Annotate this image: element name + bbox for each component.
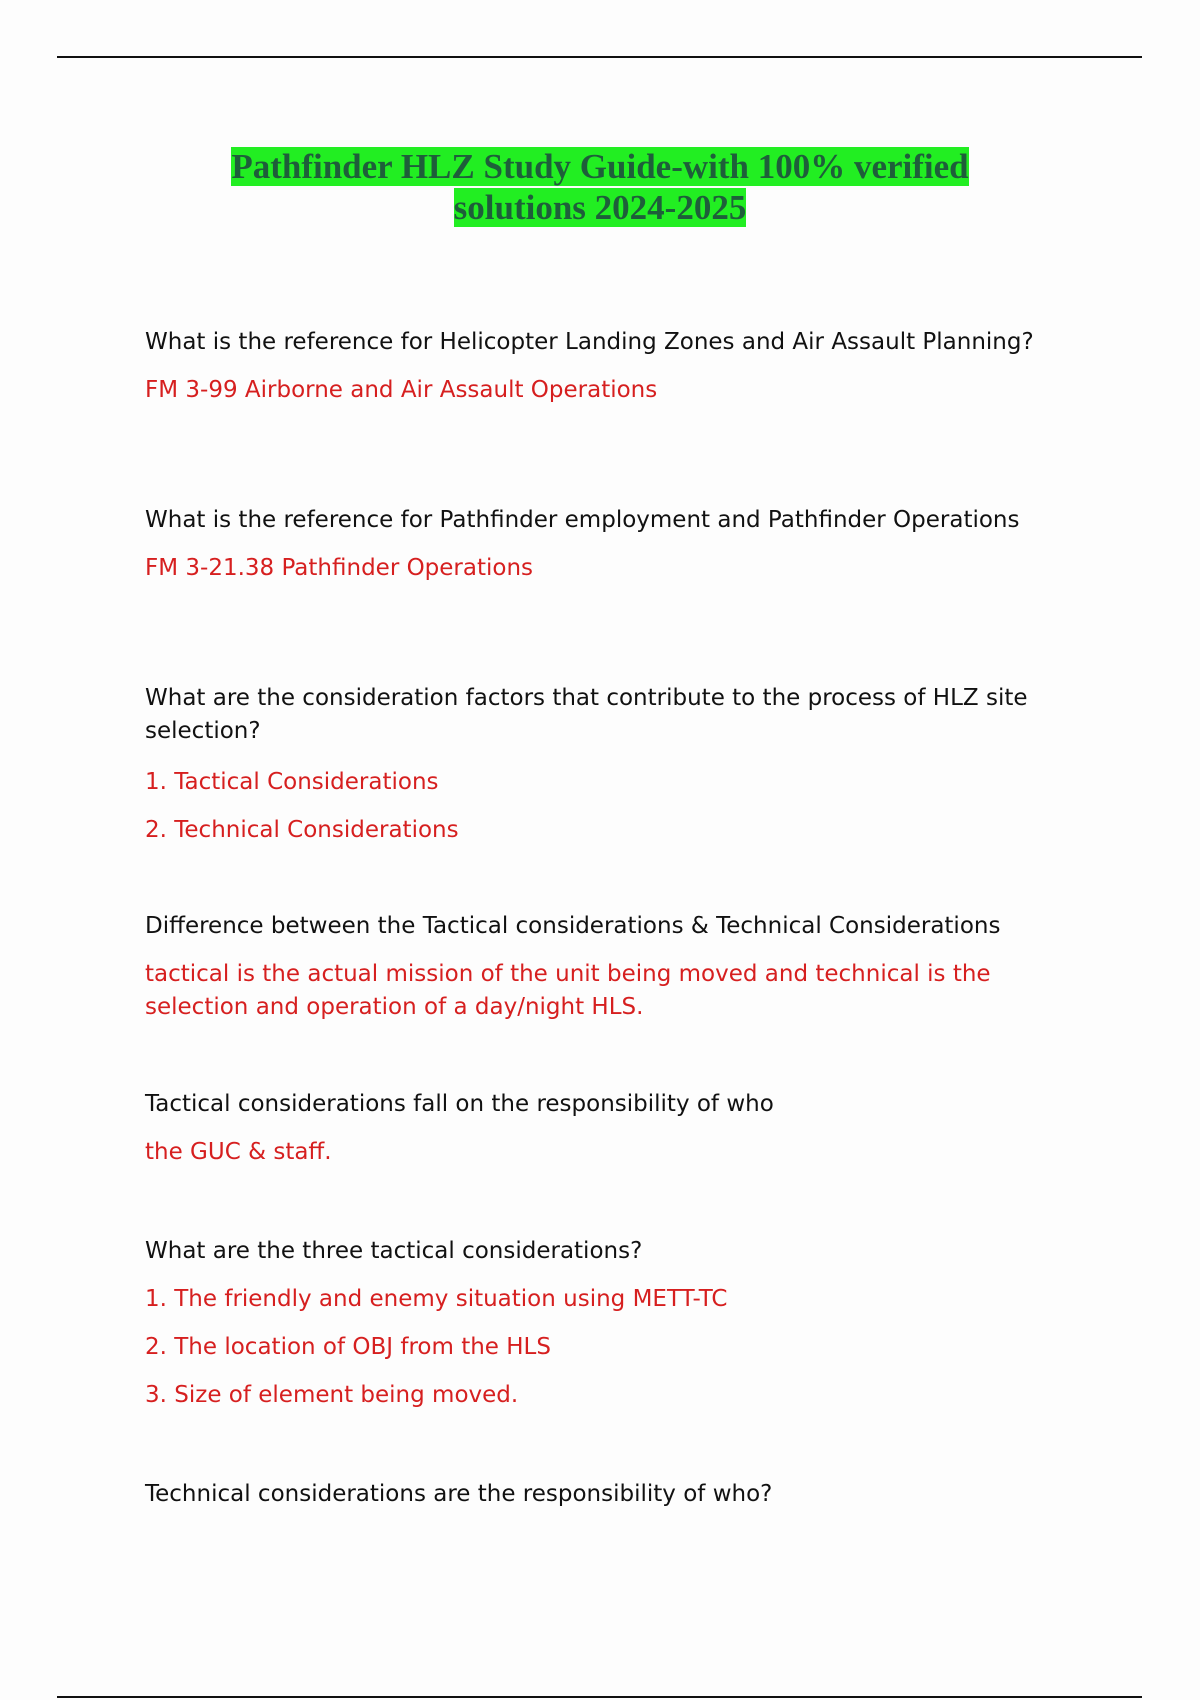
answer-1-1: FM 3-99 Airborne and Air Assault Operations <box>145 377 658 403</box>
answer-3-1: 1. Tactical Considerations <box>145 769 439 795</box>
answer-6-3: 3. Size of element being moved. <box>145 1382 519 1408</box>
answer-3-2: 2. Technical Considerations <box>145 817 459 843</box>
question-6: What are the three tactical considerations? <box>145 1238 643 1264</box>
question-1: What is the reference for Helicopter Landing Zones and Air Assault Planning? <box>145 329 1034 355</box>
title-line-2: solutions 2024-2025 <box>453 188 747 227</box>
qa-item-7 <box>145 1478 1075 1511</box>
answer-6-1: 1. The friendly and enemy situation using METT-TC <box>145 1286 728 1312</box>
answer-2-1: FM 3-21.38 Pathfinder Operations <box>145 555 534 581</box>
answer-4-1: tactical is the actual mission of the unit being moved and technical is the selection and operation of a day/night HLS. <box>145 961 991 1020</box>
question-2: What is the reference for Pathfinder employment and Pathfinder Operations <box>145 507 1020 533</box>
qa-item-3 <box>145 682 1075 847</box>
qa-item-4 <box>145 910 1075 1024</box>
question-3: What are the consideration factors that contribute to the process of HLZ site selection? <box>145 685 1028 744</box>
question-7: Technical considerations are the responsibility of who? <box>145 1481 773 1507</box>
question-4: Difference between the Tactical considerations & Technical Considerations <box>145 913 1001 939</box>
title-line-1: Pathfinder HLZ Study Guide-with 100% verified <box>231 147 969 186</box>
qa-item-6 <box>145 1235 1075 1412</box>
qa-item-1 <box>145 326 1075 407</box>
question-5: Tactical considerations fall on the responsibility of who <box>145 1091 774 1117</box>
answer-5-1: the GUC & staff. <box>145 1139 332 1165</box>
bottom-rule <box>57 1696 1142 1698</box>
answer-6-2: 2. The location of OBJ from the HLS <box>145 1334 551 1360</box>
page-title <box>0 146 1200 228</box>
qa-item-2 <box>145 504 1075 585</box>
top-rule <box>57 56 1142 58</box>
qa-item-5 <box>145 1088 1075 1169</box>
